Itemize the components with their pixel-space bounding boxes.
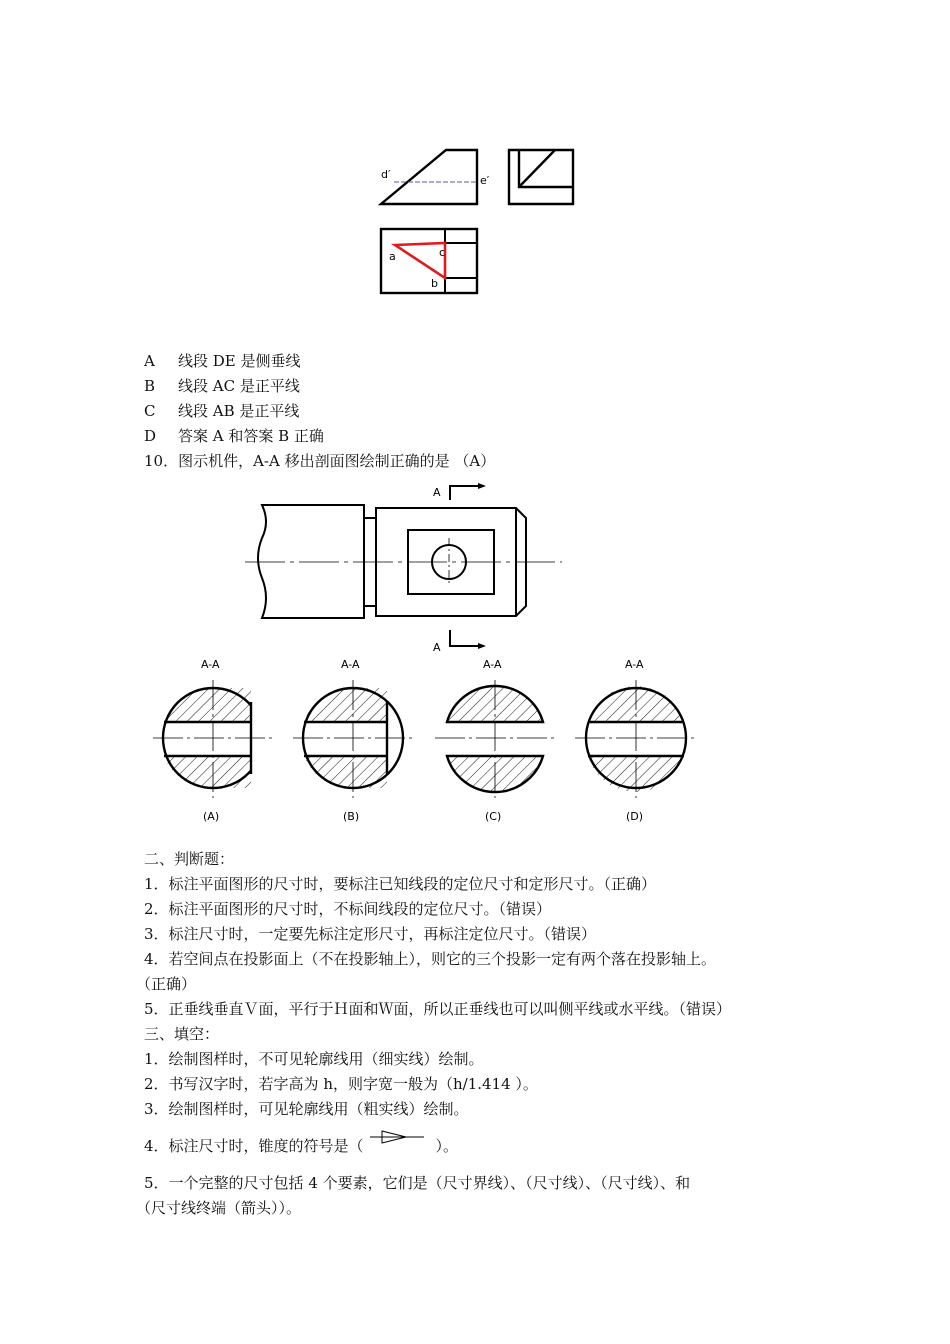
label-a: a (389, 250, 396, 263)
fill-item-2: 2．书写汉字时，若字高为 h，则字宽一般为（h/1.414 ）。 (144, 1075, 538, 1093)
option-text: 线段 AB 是正平线 (178, 402, 300, 420)
section-title-b: A-A (341, 658, 360, 671)
label-c: c (439, 246, 446, 259)
option-text: 答案 A 和答案 B 正确 (178, 427, 324, 445)
section-mark-bottom: A (433, 641, 441, 654)
section3-heading: 三、填空： (144, 1025, 220, 1043)
question-10: 10．图示机件，A-A 移出剖面图绘制正确的是 （A） (144, 452, 496, 470)
front-view-outline (381, 150, 477, 204)
fill-item-4-after: ）。 (435, 1137, 459, 1155)
judgment-item-3: 3．标注尺寸时，一定要先标注定形尺寸，再标注定位尺寸。（错误） (144, 925, 597, 943)
judgment-item-4: 4．若空间点在投影面上（不在投影轴上），则它的三个投影一定有两个落在投影轴上。 (144, 950, 717, 968)
projection-figure (375, 145, 575, 295)
option-letter: B (144, 377, 156, 395)
section-title-c: A-A (483, 658, 502, 671)
section-d (575, 680, 697, 798)
shaft-figure (240, 478, 580, 658)
side-view-slope (519, 150, 555, 187)
taper-symbol-icon (364, 1135, 436, 1155)
section-title-a: A-A (201, 658, 220, 671)
top-view-step-lower (445, 278, 477, 293)
fill-item-4-before: 4．标注尺寸时，锥度的符号是（ (144, 1137, 364, 1155)
arrow-top (478, 483, 486, 489)
option-text: 线段 DE 是侧垂线 (178, 352, 301, 370)
section-b (293, 680, 413, 798)
section-a (153, 680, 273, 798)
judgment-item-4-answer: （正确） (136, 975, 197, 993)
top-view-step-upper (445, 229, 477, 243)
shaft-large (258, 505, 364, 618)
option-text: 线段 AC 是正平线 (178, 377, 300, 395)
section-title-d: A-A (625, 658, 644, 671)
fill-item-5-line2: （尺寸线终端（箭头））。 (136, 1199, 302, 1217)
section2-heading: 二、判断题： (144, 850, 235, 868)
judgment-item-2: 2．标注平面图形的尺寸时，不标间线段的定位尺寸。（错误） (144, 900, 552, 918)
option-c (144, 401, 299, 421)
section-mark-top: A (433, 486, 441, 499)
choice-label-c: (C) (485, 810, 502, 823)
section-c (435, 680, 555, 798)
cut-mark-bottom (450, 630, 478, 646)
option-letter: A (144, 352, 155, 370)
fill-item-3: 3．绘制图样时，可见轮廓线用（粗实线）绘制。 (144, 1100, 469, 1118)
choice-label-d: (D) (626, 810, 644, 823)
judgment-item-5: 5．正垂线垂直Ｖ面，平行于Ｈ面和Ｗ面，所以正垂线也可以叫侧平线或水平线。（错误） (144, 1000, 732, 1018)
cut-mark-top (450, 486, 478, 500)
section-options (145, 650, 705, 830)
label-d-prime: d′ (381, 168, 391, 181)
arrow-bottom (478, 643, 486, 649)
option-b (144, 376, 300, 396)
label-e-prime: e′ (480, 174, 490, 187)
triangle-abc (395, 243, 445, 278)
fill-item-5-line1: 5．一个完整的尺寸包括 4 个要素，它们是（尺寸界线）、（尺寸线）、（尺寸线）、和 (144, 1174, 691, 1192)
option-a (144, 351, 301, 371)
side-view-notch (519, 150, 573, 187)
fill-item-1: 1．绘制图样时，不可见轮廓线用（细实线）绘制。 (144, 1050, 484, 1068)
judgment-item-1: 1．标注平面图形的尺寸时，要标注已知线段的定位尺寸和定形尺寸。（正确） (144, 875, 657, 893)
option-d (144, 426, 324, 446)
option-letter: C (144, 402, 156, 420)
option-letter: D (144, 427, 157, 445)
fill-item-4 (144, 1135, 458, 1156)
label-b: b (431, 277, 438, 290)
choice-label-a: (A) (203, 810, 220, 823)
choice-label-b: (B) (343, 810, 360, 823)
